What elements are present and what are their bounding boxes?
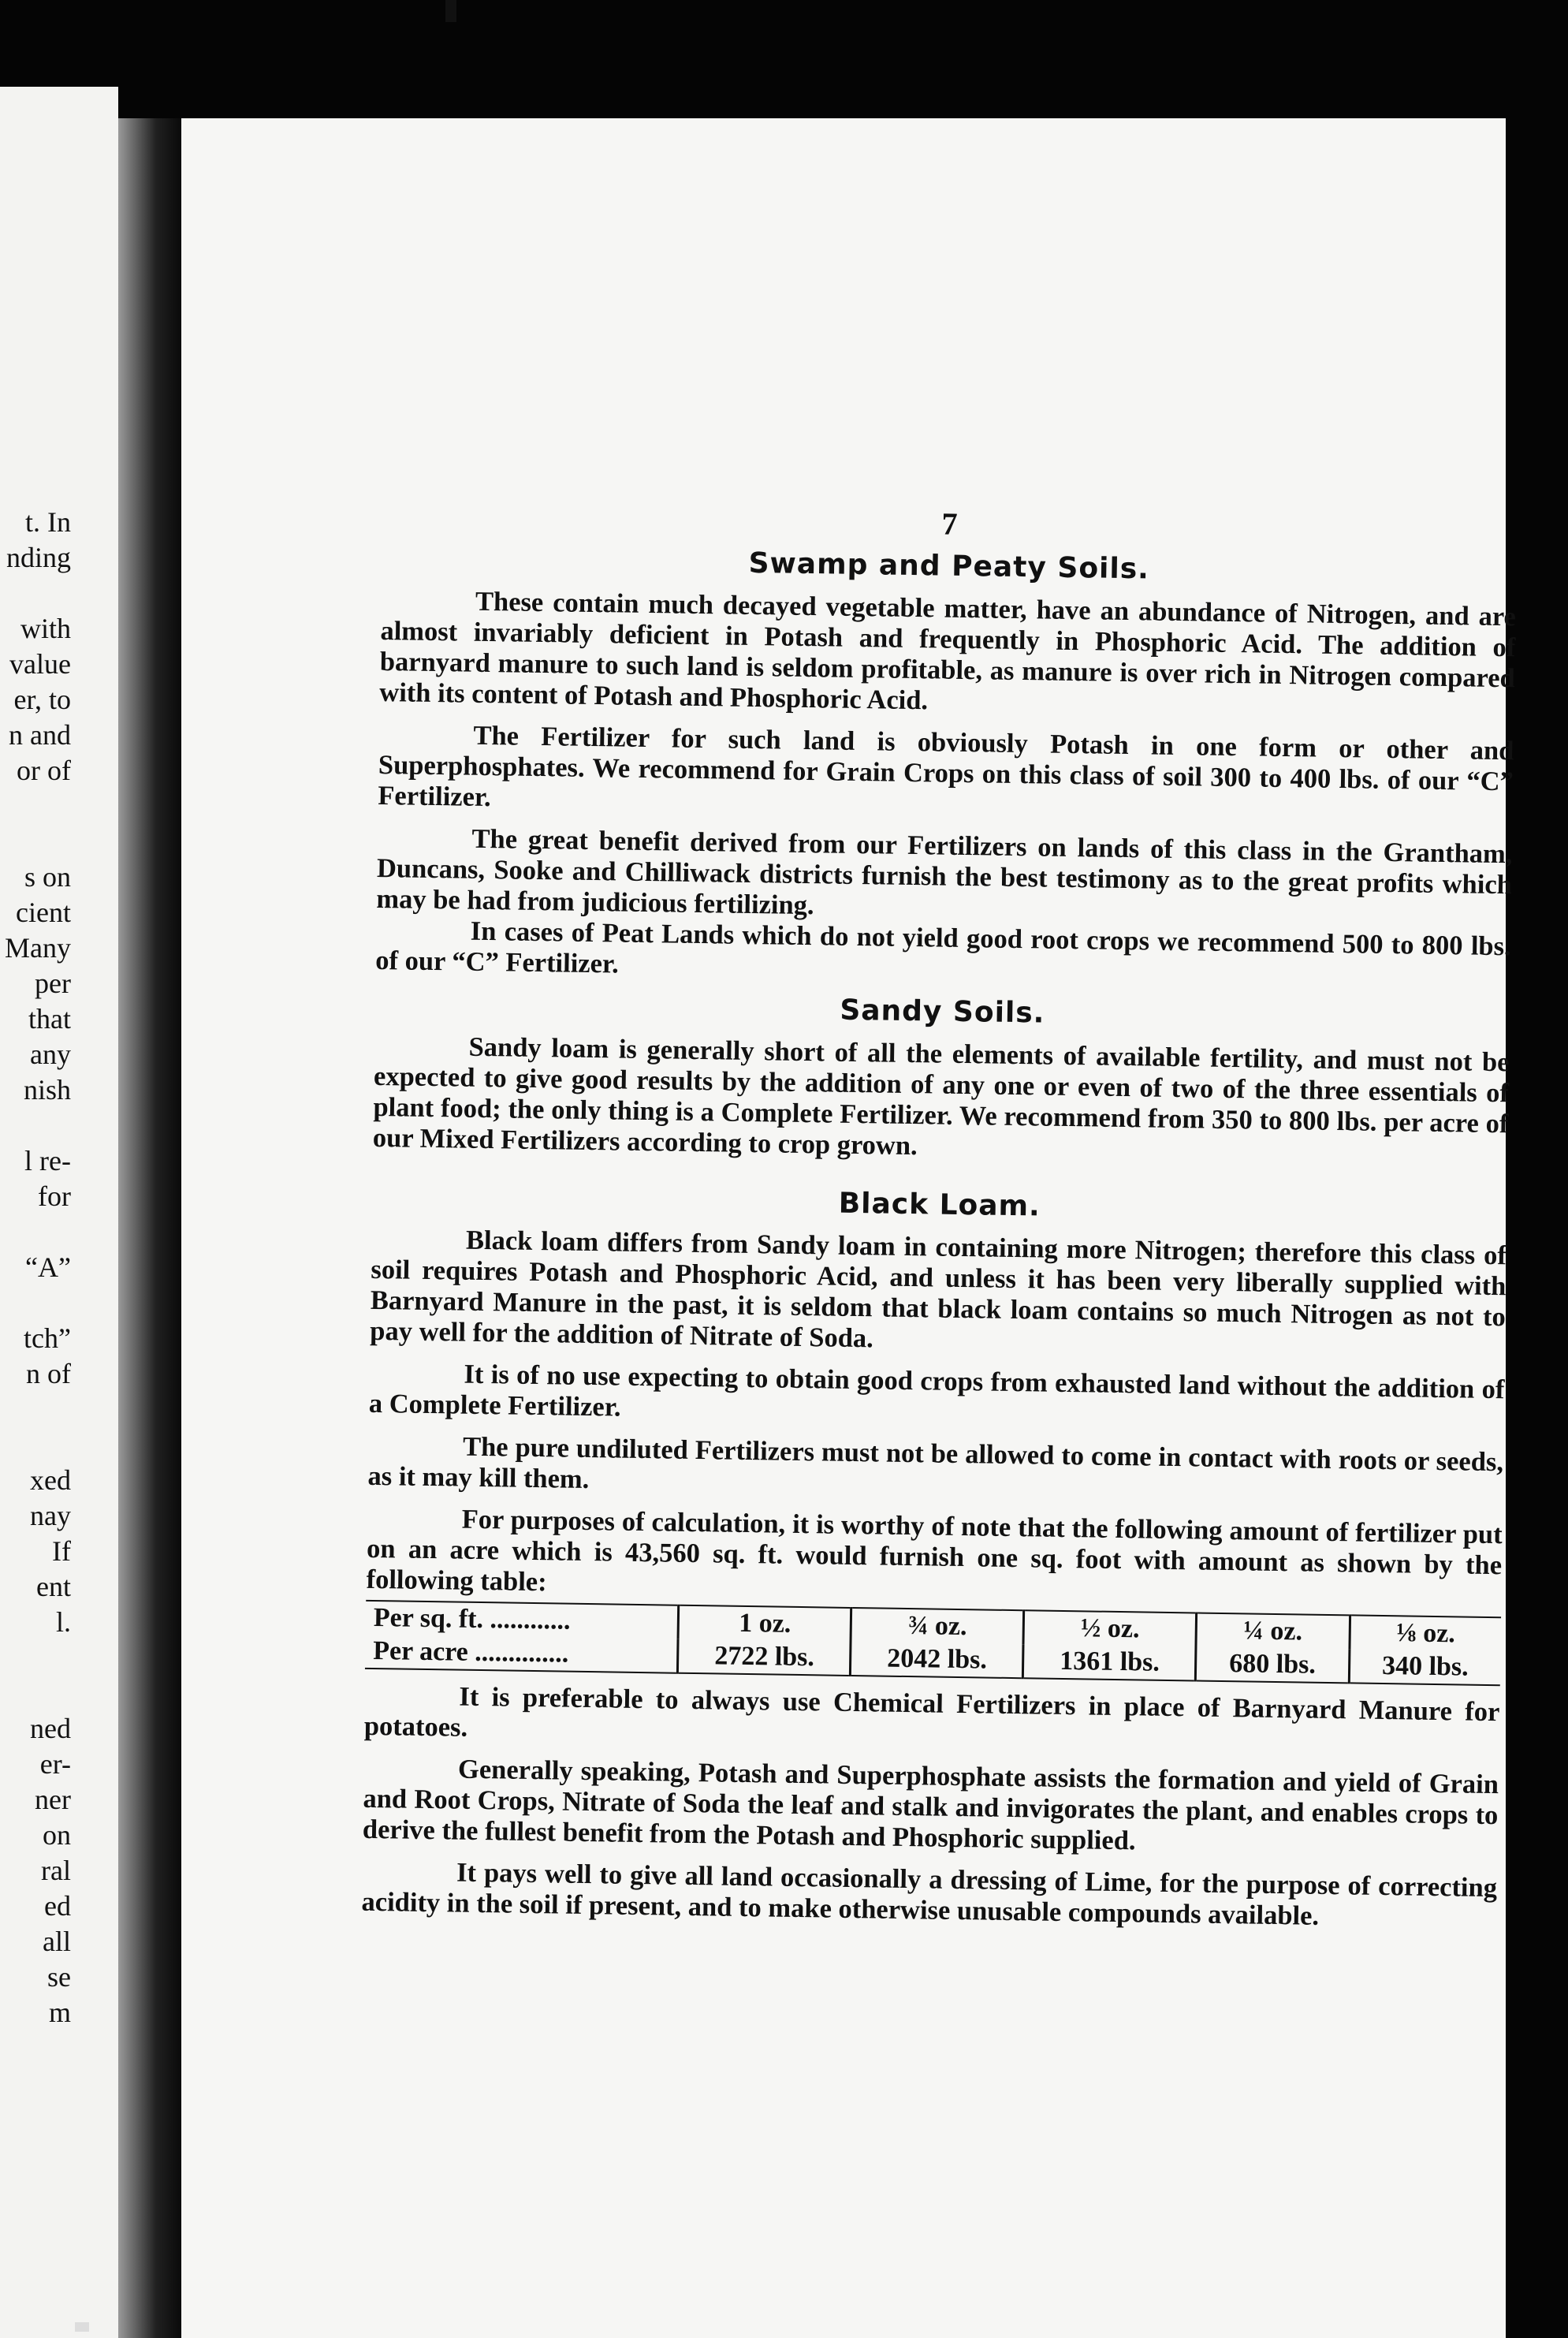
paragraph: For purposes of calculation, it is worthy of note that the following amount of fertilizer put on an acre which is 43,560 sq. ft. would furnish one sq. foot with amount as shown by the following table: — [366, 1504, 1503, 1598]
paragraph: Sandy loam is generally short of all the elements of available fertility, and must not be expected to give good results by the addition of any one or even of two of the three essentials of plant food; the only thing is a Complete Fertilizer. We recommend from 350 to 800 lbs. per acre of our Mixed Fertilizers according to crop grown. — [372, 1031, 1510, 1162]
table-row-label: Per acre .............. — [365, 1635, 679, 1673]
paragraph: These contain much decayed vegetable matter, have an abundance of Nitrogen, and are almost invariably deficient in Potash and frequently in Phosphoric Acid. The addition of barnyard manure to such land is seldom profitable, as manure is over rich in Nitrogen compared with its content of Potash and Phosphoric Acid. — [379, 586, 1517, 716]
left-page-fragment: or of — [17, 755, 71, 786]
paragraph: It pays well to give all land occasionally a dressing of Lime, for the purpose of correcting acidity in the soil if present, and to make otherwise unusable compounds available. — [361, 1857, 1498, 1931]
paragraph: It is of no use expecting to obtain good crops from exhausted land without the addition of a Complete Fertilizer. — [368, 1359, 1505, 1423]
left-page-fragment — [0, 789, 118, 824]
left-page-fragment: m — [48, 1997, 71, 2028]
left-page-fragment — [0, 824, 118, 860]
page-content — [361, 497, 1518, 1945]
left-page-fragment: s on — [24, 861, 71, 893]
table-cell: ¼ oz. — [1196, 1613, 1350, 1649]
left-page-fragment: nay — [30, 1500, 71, 1531]
left-page-fragment — [0, 1214, 118, 1250]
table-cell: ¾ oz. — [851, 1608, 1024, 1644]
left-page-fragment: se — [47, 1961, 71, 1993]
left-page-fragment: ral — [41, 1855, 71, 1886]
table-cell: 2722 lbs. — [678, 1639, 851, 1676]
left-page-fragment: “A” — [25, 1251, 71, 1283]
left-page-fragment: with — [20, 613, 71, 644]
left-page-fragment: ent — [36, 1571, 71, 1602]
left-page-fragment: per — [35, 968, 71, 999]
left-page-fragment — [0, 1640, 118, 1676]
left-page-fragment: on — [43, 1819, 71, 1851]
left-page-fragment: n and — [9, 719, 71, 751]
left-page-fragment: l. — [55, 1606, 71, 1638]
book-gutter — [118, 118, 181, 2338]
left-page-fragment: nding — [6, 542, 71, 573]
section-heading-sandy: Sandy Soils. — [840, 994, 1045, 1030]
left-page-fragment: t. In — [25, 506, 71, 538]
table-row-label: Per sq. ft. ............ — [366, 1601, 680, 1639]
left-page-fragment: that — [28, 1003, 71, 1035]
table-cell: 2042 lbs. — [851, 1642, 1024, 1678]
left-page-fragment: all — [43, 1926, 71, 1957]
table-cell: 1361 lbs. — [1023, 1644, 1197, 1680]
left-page-fragment: If — [52, 1535, 71, 1567]
table-cell: ½ oz. — [1023, 1610, 1197, 1646]
page-number: 7 — [941, 505, 958, 542]
paragraph: Generally speaking, Potash and Superphosphate assists the formation and yield of Grain and Root Crops, Nitrate of Soda the leaf and stalk and invigorates the plant, and enables crops to derive the fullest benefit from the Potash and Phosphoric supplied. — [362, 1754, 1499, 1856]
table-cell: 1 oz. — [678, 1605, 851, 1642]
left-page-fragment: n of — [26, 1358, 71, 1389]
paragraph: Black loam differs from Sandy loam in containing more Nitrogen; therefore this class of soil requires Potash and Phosphoric Acid, and unless it has been very liberally supplied with Barnyard Manure in the past, it is seldom that black loam contains so much Nitrogen as not to pay well for the addition of Nitrate of Soda. — [370, 1225, 1507, 1354]
table-cell: ⅛ oz. — [1349, 1615, 1501, 1651]
left-page-fragment — [0, 1392, 118, 1427]
left-page-fragment: nish — [23, 1074, 71, 1106]
left-page-fragment: cient — [16, 897, 71, 928]
left-page-fragment — [0, 1427, 118, 1463]
left-page-text — [0, 505, 118, 2030]
left-page-fragment — [0, 1285, 118, 1321]
left-page-fragment: er- — [39, 1748, 71, 1780]
scan-speck — [75, 2322, 89, 2332]
left-page-fragment: l re- — [24, 1145, 71, 1176]
scan-speck — [445, 0, 456, 22]
paragraph: In cases of Peat Lands which do not yield good root crops we recommend 500 to 800 lbs. of our “C” Fertilizer. — [374, 915, 1511, 979]
left-page-fragment: for — [38, 1180, 71, 1212]
left-page-fragment: ner — [35, 1784, 71, 1815]
table-cell: 680 lbs. — [1196, 1646, 1350, 1683]
paragraph: The pure undiluted Fertilizers must not be allowed to come in contact with roots or seeds, as it may kill them. — [367, 1431, 1504, 1495]
section-heading-black-loam: Black Loam. — [838, 1187, 1041, 1223]
book-page — [181, 118, 1517, 2338]
left-page — [0, 87, 118, 2338]
left-page-fragment: Many — [5, 932, 71, 964]
fertilizer-table — [365, 1600, 1501, 1686]
left-page-fragment — [0, 1676, 118, 1711]
paragraph: The Fertilizer for such land is obviously Potash in one form or other and Superphosphates. We recommend for Grain Crops on this class of soil 300 to 400 lbs. of our “C” Fertilizer. — [378, 720, 1514, 813]
left-page-fragment: xed — [30, 1464, 71, 1496]
left-page-fragment: any — [30, 1038, 71, 1070]
section-heading-swamp: Swamp and Peaty Soils. — [748, 546, 1150, 586]
left-page-fragment — [0, 576, 118, 611]
table-cell: 340 lbs. — [1349, 1649, 1501, 1685]
paragraph: It is preferable to always use Chemical Fertilizers in place of Barnyard Manure for potatoes. — [363, 1681, 1500, 1743]
left-page-fragment: ned — [30, 1713, 71, 1744]
left-page-fragment: value — [9, 648, 71, 680]
left-page-fragment: ed — [44, 1890, 71, 1922]
paragraph: The great benefit derived from our Fertilizers on lands of this class in the Grantham, Duncans, Sooke and Chilliwack districts furnish the best testimony as to the great profits which may be had from judicious fertilizing. — [376, 823, 1513, 921]
left-page-fragment: er, to — [13, 684, 71, 715]
left-page-fragment: tch” — [24, 1322, 71, 1354]
left-page-fragment — [0, 1108, 118, 1143]
